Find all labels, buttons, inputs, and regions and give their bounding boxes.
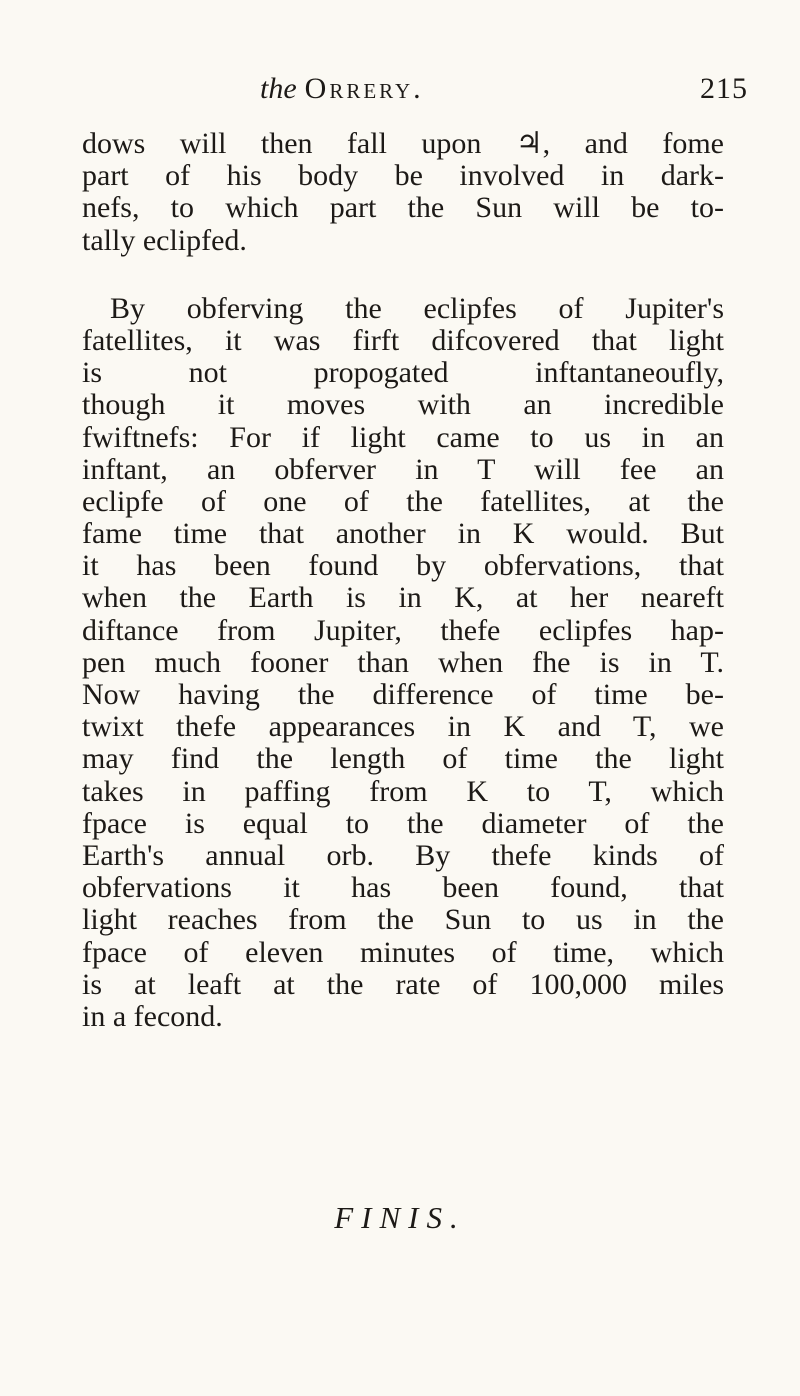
text-line: in a fecond. (82, 999, 223, 1033)
text-line: fatellites, it was firft difcovered that light (82, 323, 724, 357)
text-line: fwiftnefs: For if light came to us in an (82, 420, 724, 454)
text-line: when the Earth is in K, at her neareft (82, 581, 724, 615)
text-line: pen much fooner than when fhe is in T. (82, 645, 724, 679)
running-title (260, 72, 424, 106)
text-line: fpace is equal to the diameter of the (82, 806, 724, 840)
paragraph-2 (82, 293, 724, 1033)
text-line: tally eclipfed. (82, 223, 247, 257)
text-line: dows will then fall upon ♃, and fome (82, 127, 724, 160)
text-line: is not propogated inftantaneoufly, (82, 356, 724, 390)
paragraph-gap (82, 257, 724, 293)
text-line: fame time that another in K would. But (82, 517, 724, 551)
text-line: obfervations it has been found, that (82, 871, 724, 905)
text-line: eclipfe of one of the fatellites, at the (82, 484, 724, 518)
text-line: fpace of eleven minutes of time, which (82, 935, 724, 969)
text-line: Now having the difference of time be- (82, 678, 724, 711)
text-line: inftant, an obferver in T will fee an (82, 452, 724, 486)
text-line: By obferving the eclipfes of Jupiter's (110, 291, 724, 325)
finis-colophon: FINIS. (334, 1200, 466, 1235)
body-text (82, 128, 724, 1033)
text-line: takes in paffing from K to T, which (82, 774, 724, 808)
text-line: though it moves with an incredible (82, 388, 724, 422)
running-title-word: Orrery. (304, 72, 424, 105)
running-title-article: the (260, 72, 297, 105)
text-line: part of his body be involved in dark- (82, 159, 724, 193)
text-line: nefs, to which part the Sun will be to- (82, 191, 724, 225)
paragraph-1 (82, 128, 724, 257)
text-line: is at leaft at the rate of 100,000 miles (82, 967, 724, 1001)
page-number: 215 (700, 72, 748, 105)
text-line: it has been found by obfervations, that (82, 549, 724, 583)
text-line: may find the length of time the light (82, 742, 724, 776)
text-line: twixt thefe appearances in K and T, we (82, 710, 724, 744)
text-line: light reaches from the Sun to us in the (82, 903, 724, 937)
text-line: Earth's annual orb. By thefe kinds of (82, 838, 724, 872)
running-head (0, 72, 800, 112)
text-line: diftance from Jupiter, thefe eclipfes hap- (82, 613, 724, 647)
